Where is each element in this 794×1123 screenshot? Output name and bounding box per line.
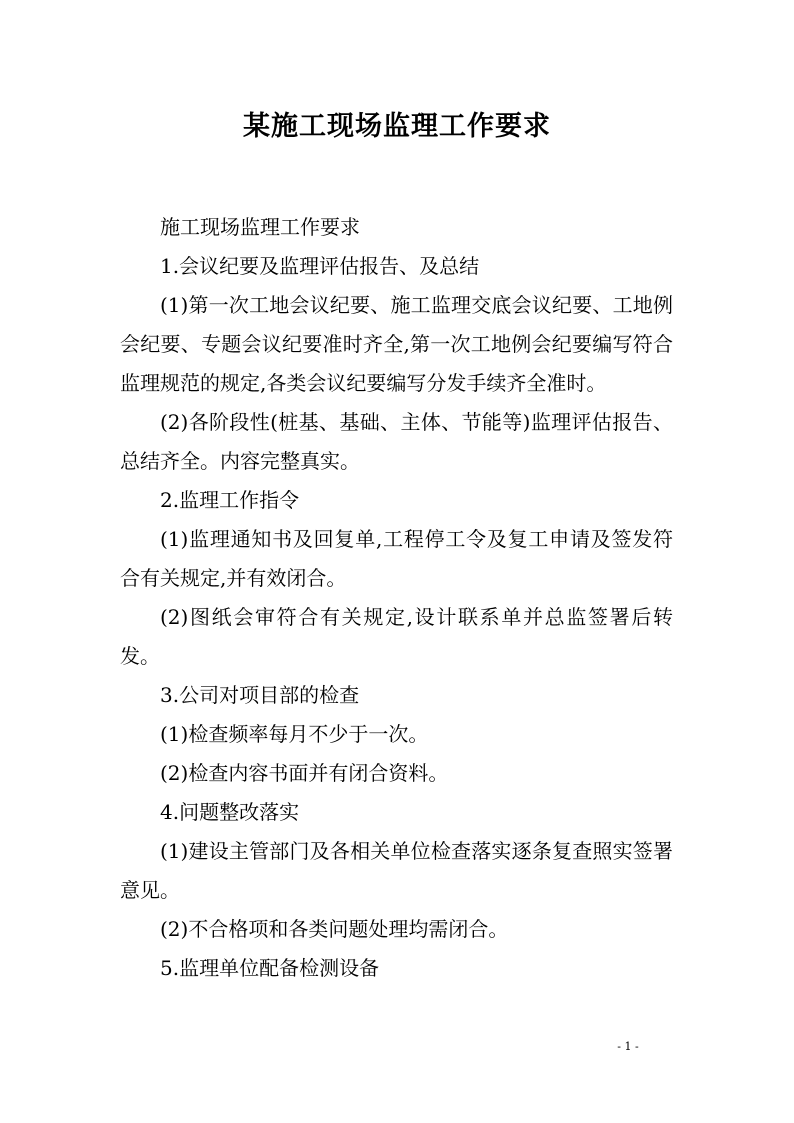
paragraph: (1)检查频率每月不少于一次。 (160, 722, 429, 746)
subsection-heading: 4.问题整改落实 (160, 800, 300, 824)
paragraph: (2)图纸会审符合有关规定,设计联系单并总监签署后转发。 (120, 605, 673, 668)
paragraph: (1)第一次工地会议纪要、施工监理交底会议纪要、工地例会纪要、专题会议纪要准时齐全,第一次工地例会纪要编写符合监理规范的规定,各类会议纪要编写分发手续齐全准时。 (120, 293, 673, 395)
subsection-heading: 1.会议纪要及监理评估报告、及总结 (160, 254, 480, 278)
section-heading: 施工现场监理工作要求 (160, 215, 360, 239)
subsection-heading: 2.监理工作指令 (160, 488, 300, 512)
paragraph: (2)检查内容书面并有闭合资料。 (160, 761, 449, 785)
subsection-heading: 5.监理单位配备检测设备 (160, 956, 380, 980)
document-title: 某施工现场监理工作要求 (243, 111, 551, 142)
page-number: - 1 - (617, 1040, 639, 1053)
paragraph: (2)不合格项和各类问题处理均需闭合。 (160, 917, 509, 941)
paragraph: (1)监理通知书及回复单,工程停工令及复工申请及签发符合有关规定,并有效闭合。 (120, 527, 673, 590)
document-body (120, 208, 673, 988)
subsection-heading: 3.公司对项目部的检查 (160, 683, 360, 707)
paragraph: (1)建设主管部门及各相关单位检查落实逐条复查照实签署意见。 (120, 839, 673, 902)
paragraph: (2)各阶段性(桩基、基础、主体、节能等)监理评估报告、总结齐全。内容完整真实。 (120, 410, 673, 473)
